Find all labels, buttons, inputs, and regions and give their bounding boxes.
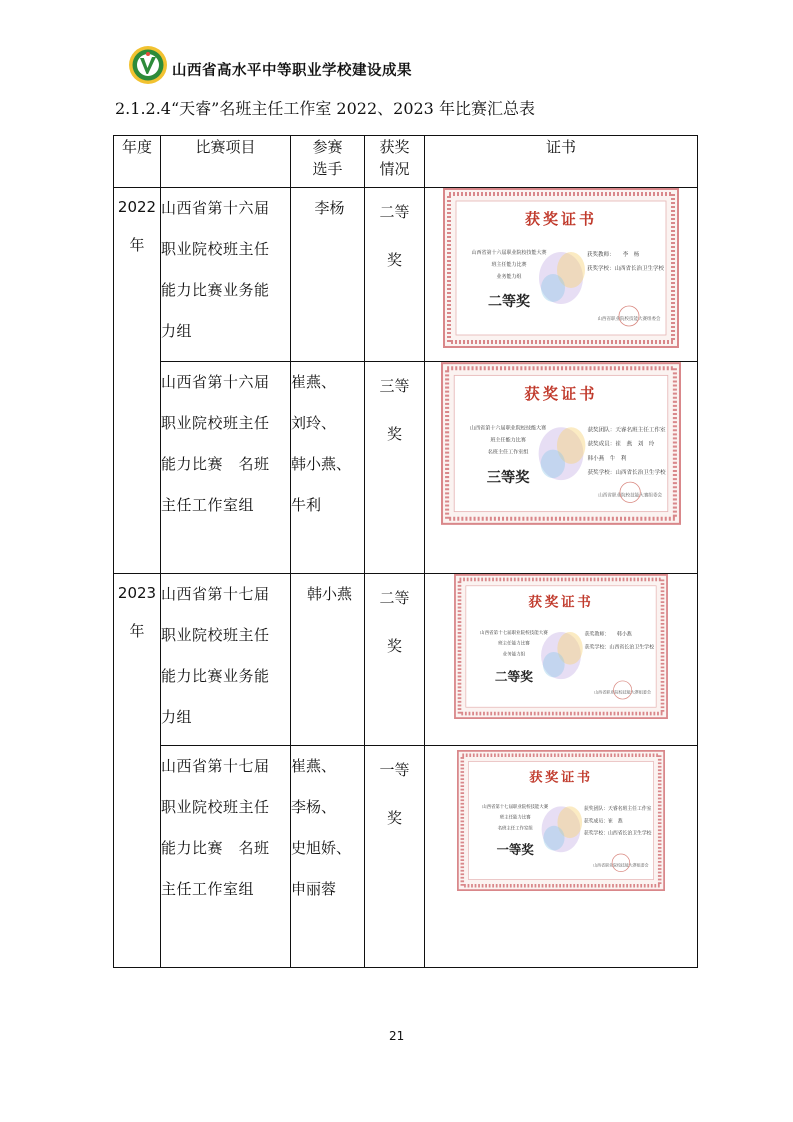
players-cell xyxy=(291,188,365,362)
certificate-text-line: 班主任能力比赛 xyxy=(491,262,527,268)
competition-line: 能力比赛 名班 xyxy=(161,839,270,857)
competition-line: 力组 xyxy=(161,322,193,340)
result-line: 二等 xyxy=(379,203,410,221)
header-title: 山西省高水平中等职业学校建设成果 xyxy=(172,63,412,79)
header-result-line: 情况 xyxy=(379,160,410,178)
certificate-image xyxy=(450,750,672,891)
certificate-image xyxy=(443,188,679,348)
players-cell xyxy=(291,574,365,746)
certificate-title: 获奖证书 xyxy=(524,384,598,403)
players-cell xyxy=(291,746,365,968)
header-players xyxy=(291,136,365,188)
awards-table xyxy=(113,135,698,968)
player-name: 史旭娇、 xyxy=(291,839,352,857)
year-cell xyxy=(114,574,161,968)
result-line: 奖 xyxy=(386,637,402,655)
competition-line: 职业院校班主任 xyxy=(161,626,270,644)
certificate-org: 山西省职业院校技能大赛组委会 xyxy=(593,862,649,868)
certificate-text-line: 名班主任工作室组 xyxy=(487,449,529,456)
result-cell xyxy=(365,188,425,362)
competition-line: 能力比赛业务能 xyxy=(161,281,270,299)
year-cell xyxy=(114,188,161,574)
certificate-text-line: 班主任能力比赛 xyxy=(490,437,526,444)
certificate-cell xyxy=(425,746,698,968)
competition-line: 山西省第十六届 xyxy=(161,199,270,217)
competition-line: 山西省第十六届 xyxy=(161,373,270,391)
certificate-org: 山西省职业院校技能大赛组委会 xyxy=(597,317,661,322)
player-name: 韩小燕、 xyxy=(291,455,352,473)
players-cell xyxy=(291,362,365,574)
year-text: 2023 xyxy=(117,584,157,602)
competition-line: 主任工作室组 xyxy=(161,880,255,898)
competition-line: 能力比赛 名班 xyxy=(161,455,270,473)
player-name: 牛利 xyxy=(291,496,322,514)
header-result-line: 获奖 xyxy=(379,138,410,156)
header-competition: 比赛项目 xyxy=(161,136,291,188)
certificate-text-line: 获奖教师： 韩小燕 xyxy=(584,631,632,638)
result-line: 奖 xyxy=(386,809,402,827)
player-name: 李杨 xyxy=(314,199,345,217)
table-row xyxy=(114,188,698,362)
competition-line: 主任工作室组 xyxy=(161,496,255,514)
certificate-text-line: 名班主任工作室组 xyxy=(497,826,533,832)
certificate-text-line: 山西省第十六届职业院校技能大赛 xyxy=(471,250,547,256)
certificate-image xyxy=(441,362,681,525)
certificate-org: 山西省职业院校技能大赛组委会 xyxy=(594,689,652,695)
certificate-org: 山西省职业院校技能大赛组委会 xyxy=(598,493,663,499)
certificate-text-line: 获奖学校：山西省长治卫生学校 xyxy=(583,831,652,837)
result-line: 一等 xyxy=(379,761,410,779)
competition-line: 力组 xyxy=(161,708,193,726)
competition-line: 山西省第十七届 xyxy=(161,757,270,775)
competition-cell xyxy=(161,746,291,968)
certificate-prize: 二等奖 xyxy=(494,668,533,684)
certificate-text-line: 韩小燕 牛 利 xyxy=(587,455,627,462)
certificate-decoration xyxy=(541,274,565,302)
competition-line: 山西省第十七届 xyxy=(161,585,270,603)
player-name: 刘玲、 xyxy=(291,414,337,432)
player-name: 韩小燕 xyxy=(306,585,352,603)
result-line: 奖 xyxy=(386,425,402,443)
section-title: 2.1.2.4“天睿”名班主任工作室 2022、2023 年比赛汇总表 xyxy=(115,99,535,118)
competition-cell xyxy=(161,574,291,746)
certificate-decoration xyxy=(543,826,564,851)
result-line: 奖 xyxy=(386,251,402,269)
certificate-text-line: 获奖团队：天睿名班主任工作室 xyxy=(583,806,652,812)
player-name: 崔燕、 xyxy=(291,757,337,775)
certificate-prize: 一等奖 xyxy=(496,841,534,857)
certificate-text-line: 获奖成员：崔 燕 刘 玲 xyxy=(587,441,655,448)
table-header-row xyxy=(114,136,698,188)
certificate-title: 获奖证书 xyxy=(528,594,594,611)
table-row xyxy=(114,746,698,968)
result-line: 二等 xyxy=(379,589,410,607)
certificate-image xyxy=(454,574,668,719)
certificate-text-line: 山西省第十七届职业院校技能大赛 xyxy=(482,805,549,811)
certificate-text-line: 业务能力组 xyxy=(502,652,526,658)
player-name: 李杨、 xyxy=(291,798,337,816)
certificate-text-line: 获奖学校：山西省长治卫生学校 xyxy=(584,644,655,651)
certificate-text-line: 班主任能力比赛 xyxy=(498,641,530,647)
competition-line: 职业院校班主任 xyxy=(161,414,270,432)
school-logo xyxy=(128,45,168,85)
competition-cell xyxy=(161,188,291,362)
result-line: 三等 xyxy=(379,377,410,395)
competition-line: 职业院校班主任 xyxy=(161,240,270,258)
header-result xyxy=(365,136,425,188)
certificate-cell xyxy=(425,574,698,746)
certificate-text-line: 获奖团队：天睿名班主任工作室 xyxy=(587,427,666,434)
header-players-line: 选手 xyxy=(312,160,343,178)
year-text: 2022 xyxy=(117,198,157,216)
certificate-prize: 二等奖 xyxy=(488,294,530,310)
certificate-text-line: 获奖学校：山西省长治卫生学校 xyxy=(587,470,666,477)
table-row xyxy=(114,574,698,746)
certificate-text-line: 业务能力组 xyxy=(496,274,522,280)
certificate-decoration xyxy=(543,652,565,677)
certificate-cell xyxy=(425,362,698,574)
certificate-text-line: 获奖成员：崔 燕 xyxy=(583,819,623,825)
result-cell xyxy=(365,746,425,968)
result-cell xyxy=(365,362,425,574)
competition-line: 能力比赛业务能 xyxy=(161,667,270,685)
certificate-text-line: 获奖学校：山西省长治卫生学校 xyxy=(587,266,665,272)
page-number: 21 xyxy=(389,1029,405,1043)
header-year: 年度 xyxy=(114,136,161,188)
table-row xyxy=(114,362,698,574)
certificate-title: 获奖证书 xyxy=(529,770,593,786)
result-cell xyxy=(365,574,425,746)
competition-line: 职业院校班主任 xyxy=(161,798,270,816)
certificate-cell xyxy=(425,188,698,362)
header-players-line: 参赛 xyxy=(312,138,343,156)
player-name: 崔燕、 xyxy=(291,373,337,391)
certificate-decoration xyxy=(541,450,565,478)
certificate-text-line: 山西省第十七届职业院校技能大赛 xyxy=(480,630,548,636)
certificate-text-line: 获奖教师： 李 杨 xyxy=(587,252,640,258)
year-suffix: 年 xyxy=(129,236,145,254)
year-suffix: 年 xyxy=(129,622,145,640)
certificate-text-line: 山西省第十六届职业院校技能大赛 xyxy=(470,425,547,432)
certificate-prize: 三等奖 xyxy=(486,470,530,487)
certificate-text-line: 班主任能力比赛 xyxy=(499,815,531,821)
header-certificate: 证书 xyxy=(425,136,698,188)
player-name: 申丽蓉 xyxy=(291,880,337,898)
competition-cell xyxy=(161,362,291,574)
certificate-title: 获奖证书 xyxy=(524,210,598,228)
